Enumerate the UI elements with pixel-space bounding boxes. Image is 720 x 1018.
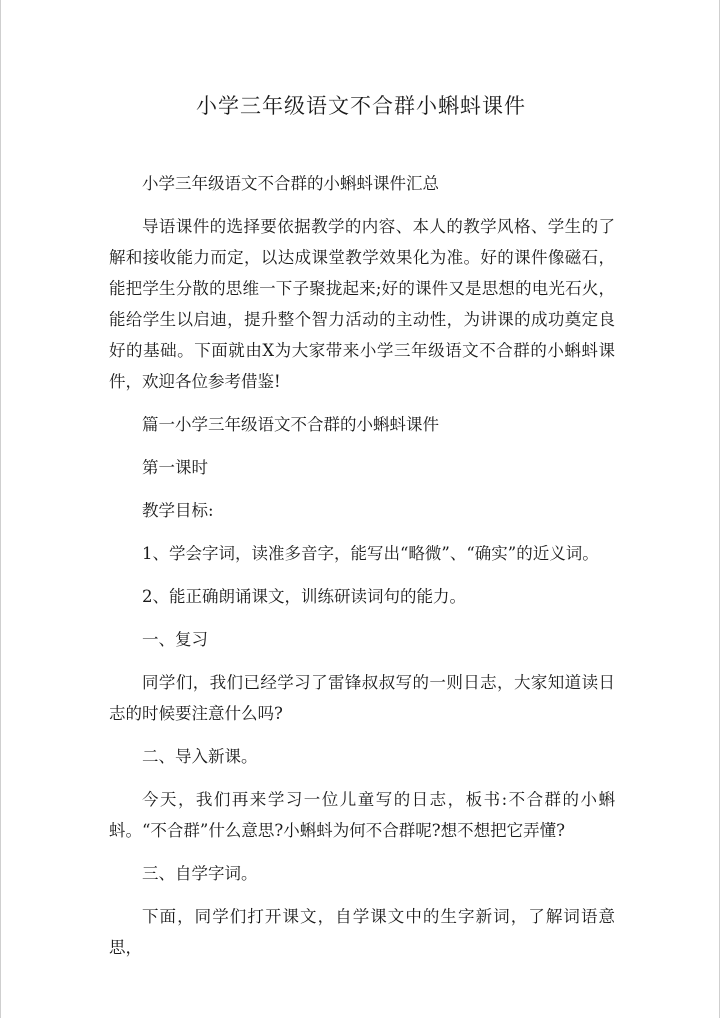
document-title: 小学三年级语文不合群小蝌蚪课件 — [196, 94, 526, 118]
paragraph-part-heading: 篇一小学三年级语文不合群的小蝌蚪课件 — [142, 415, 439, 434]
paragraph-new-lesson-heading: 二、导入新课。 — [142, 747, 258, 766]
paragraph-objective-1: 1、学会字词，读准多音字，能写出“略微”、“确实”的近义词。 — [142, 544, 599, 563]
paragraph-summary: 小学三年级语文不合群的小蝌蚪课件汇总 — [142, 174, 439, 193]
paragraph-review-heading: 一、复习 — [142, 630, 208, 649]
paragraph-objectives-heading: 教学目标: — [142, 501, 214, 520]
paragraph-self-study-text: 下面，同学们打开课文，自学课文中的生字新词，了解词语意思， — [109, 907, 615, 957]
paragraph-objective-2: 2、能正确朗诵课文，训练研读词句的能力。 — [142, 587, 466, 606]
paragraph-lesson-heading: 第一课时 — [142, 458, 208, 477]
paragraph-self-study-heading: 三、自学字词。 — [142, 864, 258, 883]
document-body — [109, 168, 615, 975]
paragraph-review-text: 同学们，我们已经学习了雷锋叔叔写的一则日志，大家知道读日志的时候要注意什么吗? — [109, 673, 615, 723]
paragraph-new-lesson-text: 今天，我们再来学习一位儿童写的日志，板书:不合群的小蝌蚪。“不合群”什么意思?小蝌蚪为何不合群呢?想不想把它弄懂? — [109, 790, 615, 840]
paragraph-intro: 导语课件的选择要依据教学的内容、本人的教学风格、学生的了解和接收能力而定，以达成课堂教学效果化为准。好的课件像磁石，能把学生分散的思维一下子聚拢起来;好的课件又是思想的电光石火，能给学生以启迪，提升整个智力活动的主动性，为讲课的成功奠定良好的基础。下面就由X为大家带来小学三年级语文不合群的小蝌蚪课件，欢迎各位参考借鉴! — [109, 217, 615, 391]
